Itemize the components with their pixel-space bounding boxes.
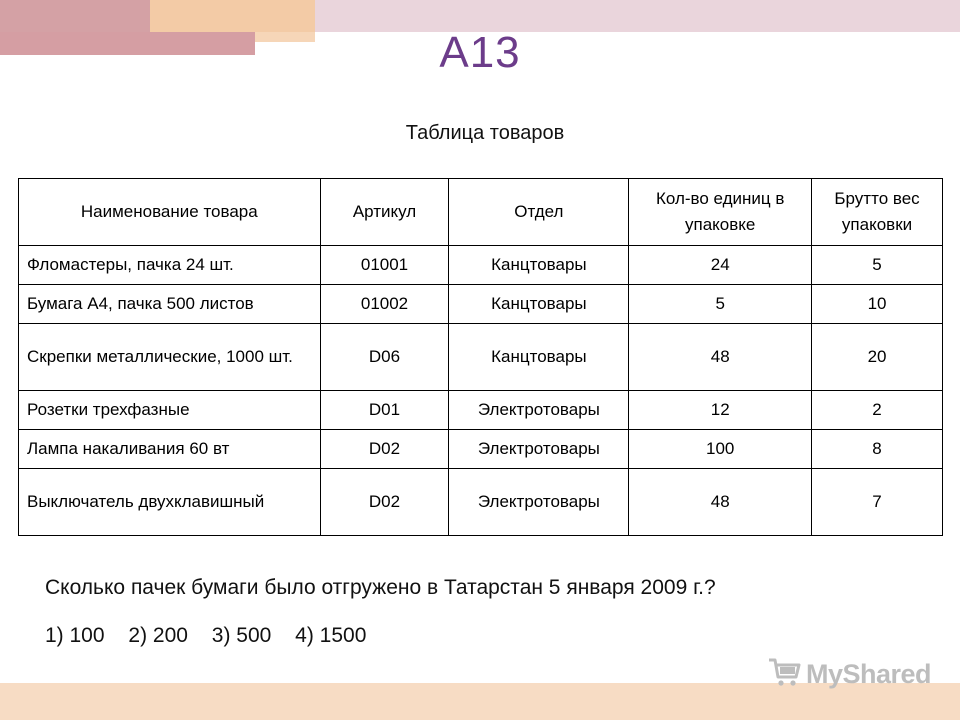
cell-units-per-pack: 100 <box>629 430 812 469</box>
cell-article: D02 <box>320 430 449 469</box>
table-row <box>19 391 943 430</box>
table-row <box>19 430 943 469</box>
slide-title: А13 <box>439 28 521 77</box>
table-header-row <box>19 179 943 246</box>
cell-article: 01002 <box>320 285 449 324</box>
table-row <box>19 285 943 324</box>
table-row <box>19 469 943 536</box>
cell-units-per-pack: 12 <box>629 391 812 430</box>
watermark-text: MyShared <box>806 658 932 689</box>
cell-department: Канцтовары <box>449 324 629 391</box>
table-row <box>19 324 943 391</box>
cell-department: Электротовары <box>449 430 629 469</box>
cell-department: Канцтовары <box>449 246 629 285</box>
answer-options <box>45 624 384 648</box>
answer-option-4[interactable]: 4) 1500 <box>295 624 367 647</box>
answer-option-3[interactable]: 3) 500 <box>211 624 272 647</box>
goods-table <box>18 178 943 536</box>
cell-article: D06 <box>320 324 449 391</box>
cell-units-per-pack: 48 <box>629 324 812 391</box>
cell-article: D02 <box>320 469 449 536</box>
cell-product-name: Выключатель двухклавишный <box>19 469 321 536</box>
cell-gross-weight: 10 <box>812 285 943 324</box>
question-text: Сколько пачек бумаги было отгружено в Татарстан 5 января 2009 г.? <box>45 576 716 599</box>
table-caption: Таблица товаров <box>405 122 565 144</box>
cell-article: D01 <box>320 391 449 430</box>
header-units-per-pack: Кол-во единиц в упаковке <box>629 179 812 246</box>
table-row <box>19 246 943 285</box>
cell-department: Электротовары <box>449 391 629 430</box>
cell-gross-weight: 5 <box>812 246 943 285</box>
cell-product-name: Лампа накаливания 60 вт <box>19 430 321 469</box>
header-department: Отдел <box>449 179 629 246</box>
watermark-logo <box>768 656 931 692</box>
cell-gross-weight: 2 <box>812 391 943 430</box>
cell-units-per-pack: 5 <box>629 285 812 324</box>
cell-gross-weight: 8 <box>812 430 943 469</box>
header-product-name: Наименование товара <box>19 179 321 246</box>
header-gross-weight: Брутто вес упаковки <box>812 179 943 246</box>
header-article: Артикул <box>320 179 449 246</box>
cell-department: Канцтовары <box>449 285 629 324</box>
cell-units-per-pack: 24 <box>629 246 812 285</box>
answer-option-1[interactable]: 1) 100 <box>45 624 105 647</box>
cell-product-name: Бумага А4, пачка 500 листов <box>19 285 321 324</box>
cell-product-name: Скрепки металлические, 1000 шт. <box>19 324 321 391</box>
shopping-cart-icon <box>768 657 802 692</box>
cell-article: 01001 <box>320 246 449 285</box>
answer-option-2[interactable]: 2) 200 <box>128 624 188 647</box>
cell-gross-weight: 7 <box>812 469 943 536</box>
cell-department: Электротовары <box>449 469 629 536</box>
cell-product-name: Фломастеры, пачка 24 шт. <box>19 246 321 285</box>
cell-gross-weight: 20 <box>812 324 943 391</box>
cell-product-name: Розетки трехфазные <box>19 391 321 430</box>
cell-units-per-pack: 48 <box>629 469 812 536</box>
